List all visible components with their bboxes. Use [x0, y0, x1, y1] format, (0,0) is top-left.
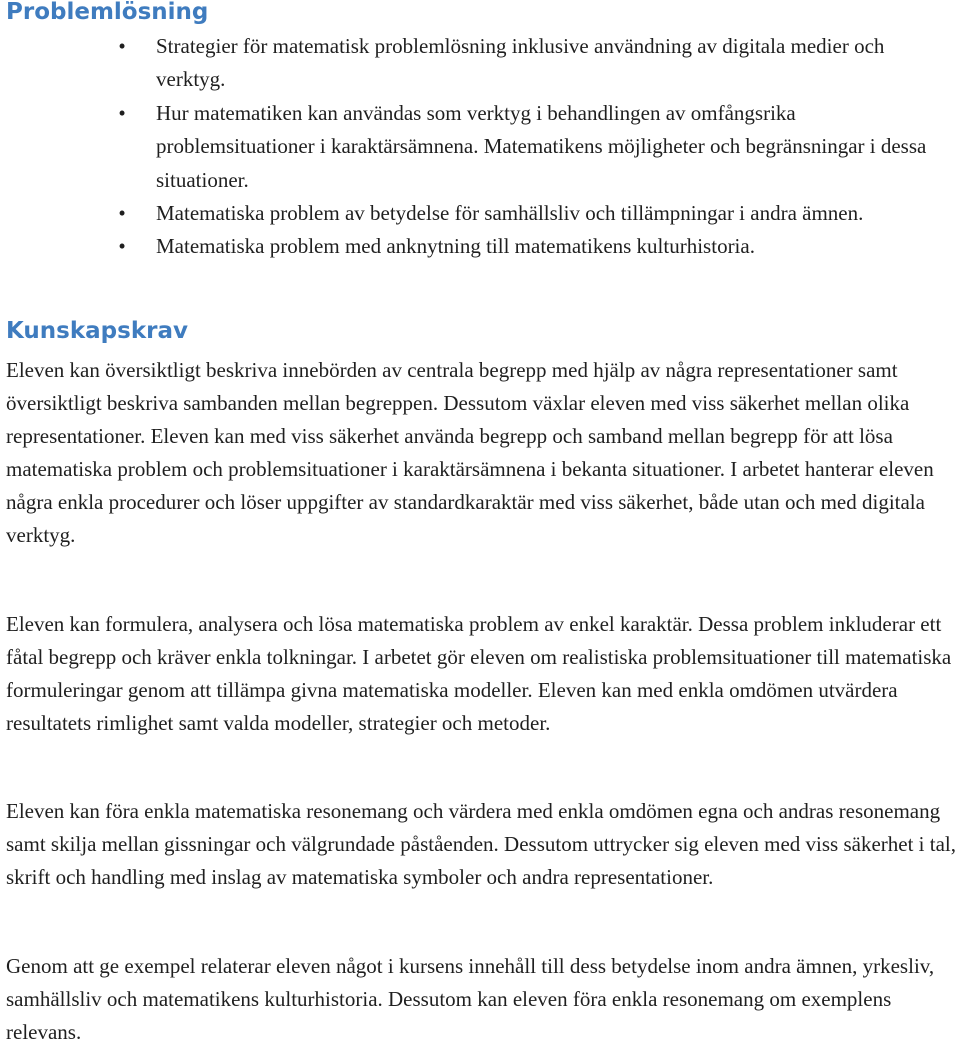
bullet-text: Matematiska problem med anknytning till matematikens kulturhistoria. — [156, 234, 755, 259]
bullet-text: Matematiska problem av betydelse för samhällsliv och tillämpningar i andra ämnen. — [156, 201, 864, 226]
bullet-icon: • — [118, 100, 126, 125]
bullet-icon: • — [118, 234, 126, 259]
problem-solving-bullet-list — [0, 30, 960, 264]
paragraph: Eleven kan föra enkla matematiska resonemang och värdera med enkla omdömen egna och andras resonemang samt skilja mellan gissningar och välgrundade påståenden. Dessutom uttrycker sig eleven med viss säkerhet i tal, skrift och handling med inslag av matematiska symboler och andra representationer. — [6, 799, 957, 890]
bullet-item — [0, 30, 936, 97]
bullet-icon: • — [118, 34, 126, 58]
heading-kunskapskrav: Kunskapskrav — [6, 318, 188, 344]
bullet-text: Hur matematiken kan användas som verktyg i behandlingen av omfångsrika problemsituationer i karaktärsämnena. Matematikens möjligheter och begränsningar i dessa situationer. — [156, 100, 927, 192]
bullet-item — [0, 230, 936, 263]
bullet-text: Strategier för matematisk problemlösning inklusive användning av digitala medier och verktyg. — [156, 34, 885, 92]
heading-problemlosning: Problemlösning — [6, 0, 209, 25]
bullet-icon: • — [118, 201, 126, 226]
paragraph: Eleven kan formulera, analysera och lösa matematiska problem av enkel karaktär. Dessa problem inkluderar ett fåtal begrepp och kräver enkla tolkningar. I arbetet gör eleven om realistiska problemsituationer till matematiska formuleringar genom att tillämpa givna matematiska modeller. Eleven kan med enkla omdömen utvärdera resultatets rimlighet samt valda modeller, strategier och metoder. — [6, 612, 952, 736]
bullet-item — [0, 197, 936, 230]
paragraph: Eleven kan översiktligt beskriva innebörden av centrala begrepp med hjälp av några representationer samt översiktligt beskriva sambanden mellan begreppen. Dessutom växlar eleven med viss säkerhet mellan olika representationer. Eleven kan med viss säkerhet använda begrepp och samband mellan begrepp för att lösa matematiska problem och problemsituationer i karaktärsämnena i bekanta situationer. I arbetet hanterar eleven några enkla procedurer och löser uppgifter av standardkaraktär med viss säkerhet, både utan och med digitala verktyg. — [6, 358, 934, 548]
paragraph: Genom att ge exempel relaterar eleven något i kursens innehåll till dess betydelse inom andra ämnen, yrkesliv, samhällsliv och matematikens kulturhistoria. Dessutom kan eleven föra enkla resonemang om exemplens relevans. — [6, 954, 935, 1045]
bullet-item — [0, 97, 936, 197]
